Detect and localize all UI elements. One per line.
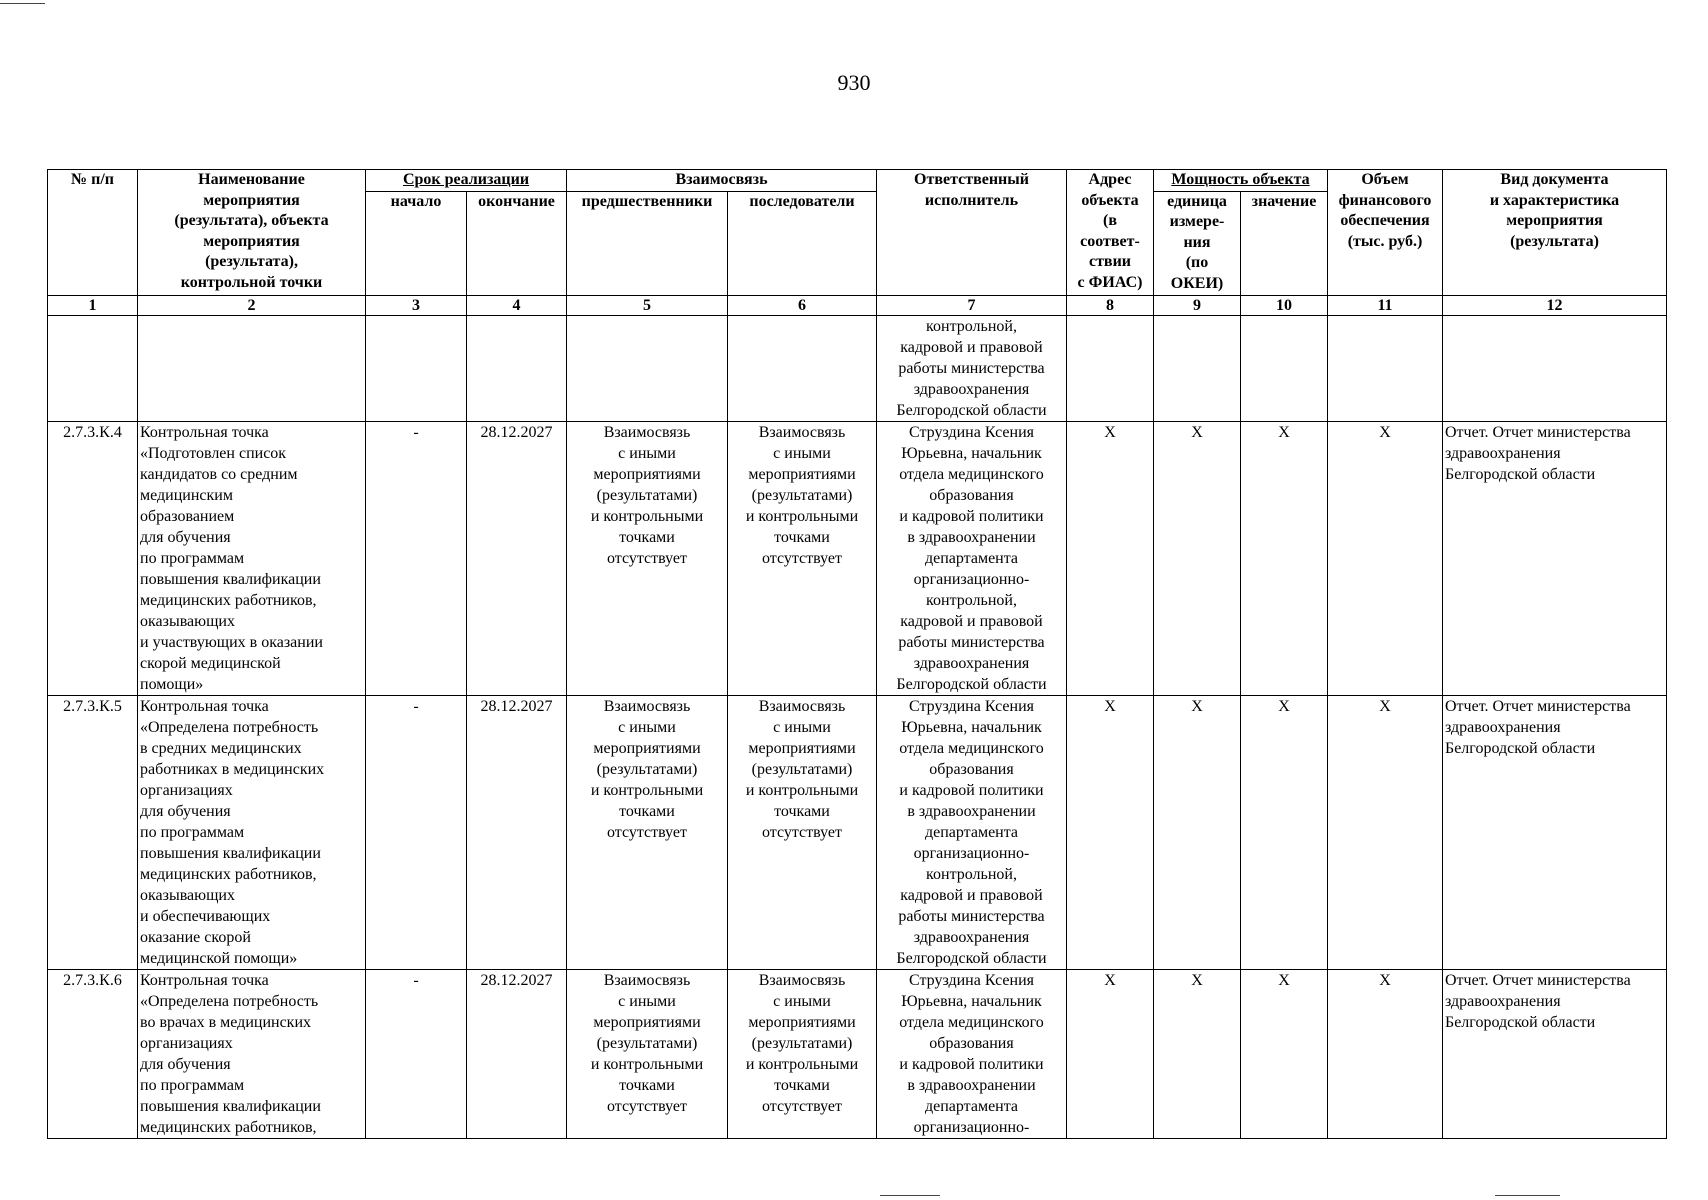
table-row: [48, 969, 1667, 1138]
header-doc-type: Вид документа и характеристика мероприятия (результата): [1443, 170, 1667, 296]
row-id: 2.7.3.К.5: [48, 695, 138, 969]
column-number: 12: [1443, 295, 1667, 315]
header-end: окончание: [467, 191, 567, 295]
row-end: 28.12.2027: [467, 695, 567, 969]
row-successors: Взаимосвязь с иными мероприятиями (результатами) и контрольными точками отсутствует: [728, 969, 877, 1138]
scan-artifact-bottom: [1495, 1195, 1560, 1196]
row-unit: Х: [1154, 695, 1241, 969]
row-start: -: [366, 969, 467, 1138]
column-number: 7: [877, 295, 1067, 315]
row-start: -: [366, 421, 467, 695]
column-number: 4: [467, 295, 567, 315]
header-predecessors: предшественники: [567, 191, 728, 295]
column-number: 5: [567, 295, 728, 315]
row-end: 28.12.2027: [467, 421, 567, 695]
row-predecessors: Взаимосвязь с иными мероприятиями (результатами) и контрольными точками отсутствует: [567, 969, 728, 1138]
header-finance: Объем финансового обеспечения (тыс. руб.): [1328, 170, 1443, 296]
row-address: Х: [1067, 421, 1154, 695]
row-end: 28.12.2027: [467, 969, 567, 1138]
row-responsible: Струздина Ксения Юрьевна, начальник отдела медицинского образования и кадровой политики в здравоохранении департамента организационно-: [877, 969, 1067, 1138]
column-number: 8: [1067, 295, 1154, 315]
scan-artifact-top: [0, 3, 45, 4]
header-start: начало: [366, 191, 467, 295]
row-name: Контрольная точка «Подготовлен список кандидатов со средним медицинским образованием для обучения по программам повышения квалификации медицинских работников, оказывающих и участвующих в оказании скорой медицинской помощи»: [138, 421, 366, 695]
header-capacity: Мощность объекта: [1154, 170, 1328, 192]
header-relation: Взаимосвязь: [567, 170, 877, 192]
row-unit: Х: [1154, 969, 1241, 1138]
header-address: Адрес объекта (в соответ- ствии с ФИАС): [1067, 170, 1154, 296]
scan-artifact-bottom: [880, 1195, 940, 1196]
column-numbers-row: [48, 295, 1667, 315]
row-responsible: Струздина Ксения Юрьевна, начальник отдела медицинского образования и кадровой политики в здравоохранении департамента организационно- контрольной, кадровой и правовой работы министерства здравоохранения Белгородской области: [877, 421, 1067, 695]
row-address: Х: [1067, 695, 1154, 969]
header-name: Наименование мероприятия (результата), объекта мероприятия (результата), контрольной точки: [138, 170, 366, 296]
row-name: Контрольная точка «Определена потребность в средних медицинских работниках в медицинских организациях для обучения по программам повышения квалификации медицинских работников, оказывающих и обеспечивающих оказание скорой медицинской помощи»: [138, 695, 366, 969]
row-responsible: Струздина Ксения Юрьевна, начальник отдела медицинского образования и кадровой политики в здравоохранении департамента организационно- контрольной, кадровой и правовой работы министерства здравоохранения Белгородской области: [877, 695, 1067, 969]
plan-table: [47, 169, 1667, 1139]
column-number: 11: [1328, 295, 1443, 315]
column-number: 10: [1241, 295, 1328, 315]
row-successors: Взаимосвязь с иными мероприятиями (результатами) и контрольными точками отсутствует: [728, 695, 877, 969]
header-successors: последователи: [728, 191, 877, 295]
row-value: Х: [1241, 969, 1328, 1138]
row-predecessors: Взаимосвязь с иными мероприятиями (результатами) и контрольными точками отсутствует: [567, 421, 728, 695]
column-number: 2: [138, 295, 366, 315]
row-doc: Отчет. Отчет министерства здравоохранения Белгородской области: [1443, 969, 1667, 1138]
table-header: [48, 170, 1667, 296]
row-successors: Взаимосвязь с иными мероприятиями (результатами) и контрольными точками отсутствует: [728, 421, 877, 695]
row-finance: Х: [1328, 969, 1443, 1138]
page-number: 930: [837, 70, 871, 95]
table-row: [48, 695, 1667, 969]
row-id: 2.7.3.К.4: [48, 421, 138, 695]
header-value: значение: [1241, 191, 1328, 295]
header-unit: единица измере- ния (по ОКЕИ): [1154, 191, 1241, 295]
column-number: 3: [366, 295, 467, 315]
responsible-cell: контрольной, кадровой и правовой работы министерства здравоохранения Белгородской области: [877, 315, 1067, 421]
header-num: № п/п: [48, 170, 138, 296]
row-id: 2.7.3.К.6: [48, 969, 138, 1138]
row-doc: Отчет. Отчет министерства здравоохранения Белгородской области: [1443, 695, 1667, 969]
row-value: Х: [1241, 421, 1328, 695]
row-value: Х: [1241, 695, 1328, 969]
table-row: [48, 421, 1667, 695]
continuation-row: [48, 315, 1667, 421]
row-start: -: [366, 695, 467, 969]
row-doc: Отчет. Отчет министерства здравоохранения Белгородской области: [1443, 421, 1667, 695]
row-name: Контрольная точка «Определена потребность во врачах в медицинских организациях для обучения по программам повышения квалификации медицинских работников,: [138, 969, 366, 1138]
header-responsible: Ответственный исполнитель: [877, 170, 1067, 296]
row-predecessors: Взаимосвязь с иными мероприятиями (результатами) и контрольными точками отсутствует: [567, 695, 728, 969]
column-number: 1: [48, 295, 138, 315]
column-number: 6: [728, 295, 877, 315]
row-address: Х: [1067, 969, 1154, 1138]
column-number: 9: [1154, 295, 1241, 315]
row-finance: Х: [1328, 421, 1443, 695]
header-term: Срок реализации: [366, 170, 567, 192]
row-unit: Х: [1154, 421, 1241, 695]
row-finance: Х: [1328, 695, 1443, 969]
